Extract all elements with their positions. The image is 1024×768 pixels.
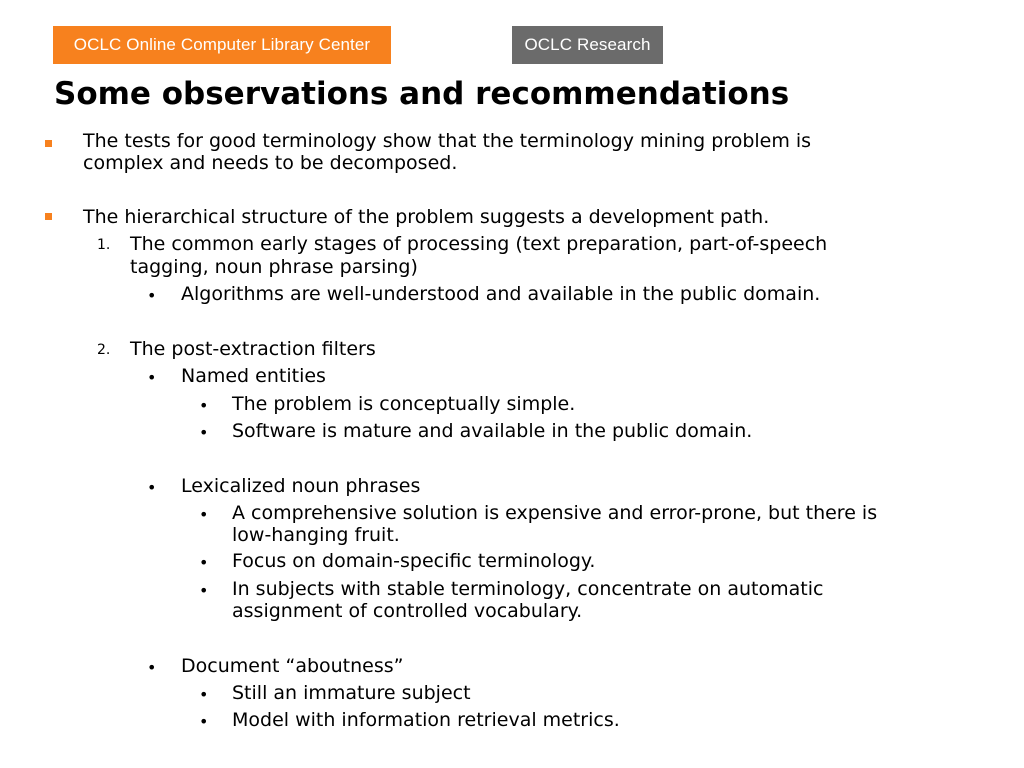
lexicalized-np-sub-1-line-2: low-hanging fruit. [232,524,400,546]
bullet-2-text: The hierarchical structure of the problem suggests a development path. [83,206,770,228]
named-entities-sub-1: The problem is conceptually simple. [232,393,576,415]
square-bullet-icon [45,140,52,147]
lexicalized-np-sub-2: Focus on domain-specific terminology. [232,550,596,572]
bullet-dot-icon: • [199,712,209,731]
bullet-dot-icon: • [147,478,157,497]
document-aboutness-sub-1: Still an immature subject [232,682,471,704]
bullet-1-line-1: The tests for good terminology show that the terminology mining problem is [83,130,812,152]
lexicalized-np-sub-1-line-1: A comprehensive solution is expensive and error-prone, but there is [232,502,878,524]
bullet-dot-icon: • [147,368,157,387]
oclc-research-logo-text: OCLC Research [524,35,651,54]
numbered-item-2-text: The post-extraction filters [130,338,376,360]
bullet-1-line-2: complex and needs to be decomposed. [83,152,458,174]
square-bullet-icon [45,213,52,220]
numbered-item-1-marker: 1. [97,237,111,253]
named-entities-sub-2: Software is mature and available in the public domain. [232,420,753,442]
bullet-dot-icon: • [199,423,209,442]
named-entities-text: Named entities [181,365,326,387]
oclc-online-logo-text: OCLC Online Computer Library Center [73,35,371,54]
bullet-dot-icon: • [199,685,209,704]
numbered-item-1-sub-1: Algorithms are well-understood and available in the public domain. [181,283,821,305]
bullet-dot-icon: • [147,286,157,305]
numbered-item-1-line-2: tagging, noun phrase parsing) [130,256,418,278]
lexicalized-np-sub-3-line-1: In subjects with stable terminology, concentrate on automatic [232,578,824,600]
slide-title: Some observations and recommendations [54,76,790,112]
document-aboutness-text: Document “aboutness” [181,655,404,677]
document-aboutness-sub-2: Model with information retrieval metrics. [232,709,620,731]
bullet-dot-icon: • [199,396,209,415]
numbered-item-1-line-1: The common early stages of processing (text preparation, part-of-speech [130,233,828,255]
numbered-item-2-marker: 2. [97,342,111,358]
bullet-dot-icon: • [199,505,209,524]
lexicalized-np-sub-3-line-2: assignment of controlled vocabulary. [232,600,583,622]
bullet-dot-icon: • [199,553,209,572]
bullet-dot-icon: • [147,658,157,677]
lexicalized-np-text: Lexicalized noun phrases [181,475,421,497]
bullet-dot-icon: • [199,581,209,600]
